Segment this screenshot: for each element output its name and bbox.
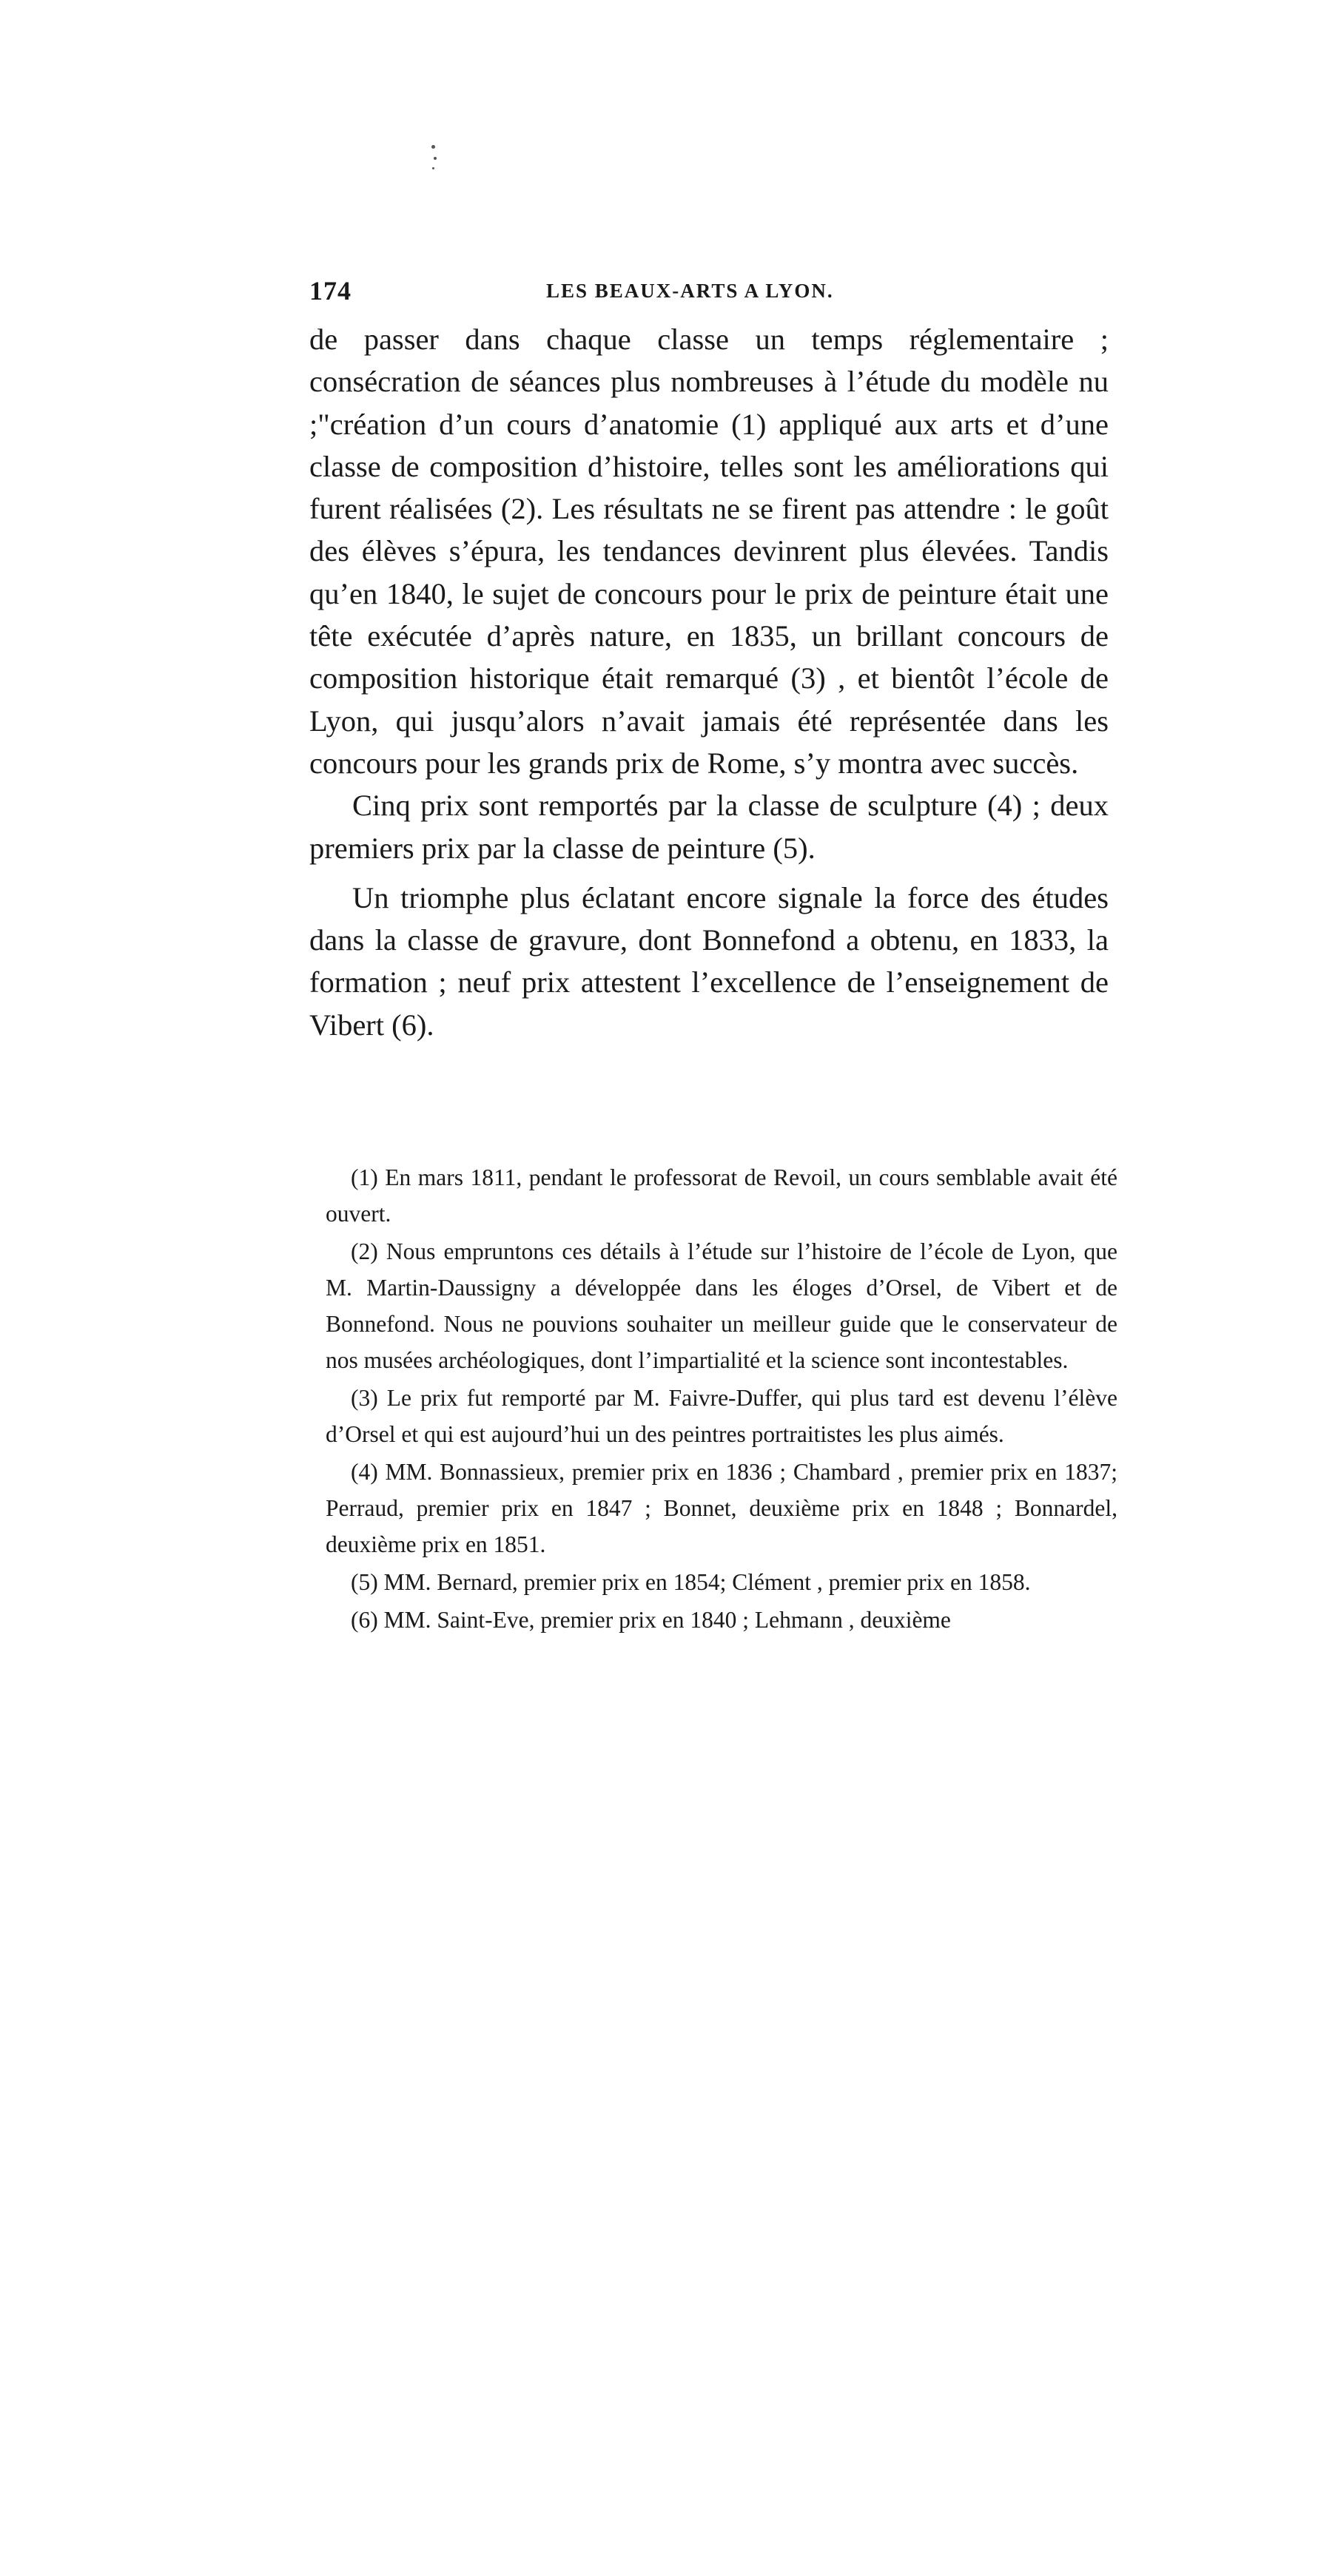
footnotes <box>326 1159 1117 1639</box>
ink-speck <box>432 167 434 169</box>
paragraph: de passer dans chaque classe un temps réglementaire ; consécration de séances plus nombreuses à l’étude du modèle nu ;"création d’un cours d’anatomie (1) appliqué aux arts et d’une classe de composition d’histoire, telles sont les améliorations qui furent réalisées (2). Les résultats ne se firent pas attendre : le goût des élèves s’épura, les tendances devinrent plus élevées. Tandis qu’en 1840, le sujet de concours pour le prix de peinture était une tête exécutée d’après nature, en 1835, un brillant concours de composition historique était remarqué (3) , et bientôt l’école de Lyon, qui jusqu’alors n’avait jamais été représentée dans les concours pour les grands prix de Rome, s’y montra avec succès. <box>309 323 1109 780</box>
footnote: (5) MM. Bernard, premier prix en 1854; Clément , premier prix en 1858. <box>351 1569 1031 1595</box>
ink-speck <box>431 145 435 149</box>
footnote: (4) MM. Bonnassieux, premier prix en 1836 ; Chambard , premier prix en 1837; Perraud, premier prix en 1847 ; Bonnet, deuxième prix en 1848 ; Bonnardel, deuxième prix en 1851. <box>326 1459 1117 1557</box>
footnote: (3) Le prix fut remporté par M. Faivre-Duffer, qui plus tard est devenu l’élève d’Orsel et qui est aujourd’hui un des peintres portraitistes les plus aimés. <box>326 1385 1117 1447</box>
ink-speck <box>434 157 437 160</box>
running-title: LES BEAUX-ARTS A LYON. <box>546 280 834 302</box>
paragraph: Cinq prix sont remportés par la classe de sculpture (4) ; deux premiers prix par la classe de peinture (5). <box>309 789 1109 865</box>
page-number: 174 <box>309 276 352 306</box>
footnote: (1) En mars 1811, pendant le professorat de Revoil, un cours semblable avait été ouvert. <box>326 1164 1117 1227</box>
paragraph: Un triomphe plus éclatant encore signale la force des études dans la classe de gravure, dont Bonnefond a obtenu, en 1833, la formation ; neuf prix attestent l’excellence de l’enseignement de Vibert (6). <box>309 880 1109 1042</box>
main-text <box>309 318 1109 1046</box>
footnote: (6) MM. Saint-Eve, premier prix en 1840 ; Lehmann , deuxième <box>351 1607 951 1633</box>
footnote: (2) Nous empruntons ces détails à l’étude sur l’histoire de l’école de Lyon, que M. Martin-Daussigny a développée dans les éloges d’Orsel, de Vibert et de Bonnefond. Nous ne pouvions souhaiter un meilleur guide que le conservateur de nos musées archéologiques, dont l’impartialité et la science sont incontestables. <box>326 1238 1117 1373</box>
page-header <box>309 275 1131 312</box>
